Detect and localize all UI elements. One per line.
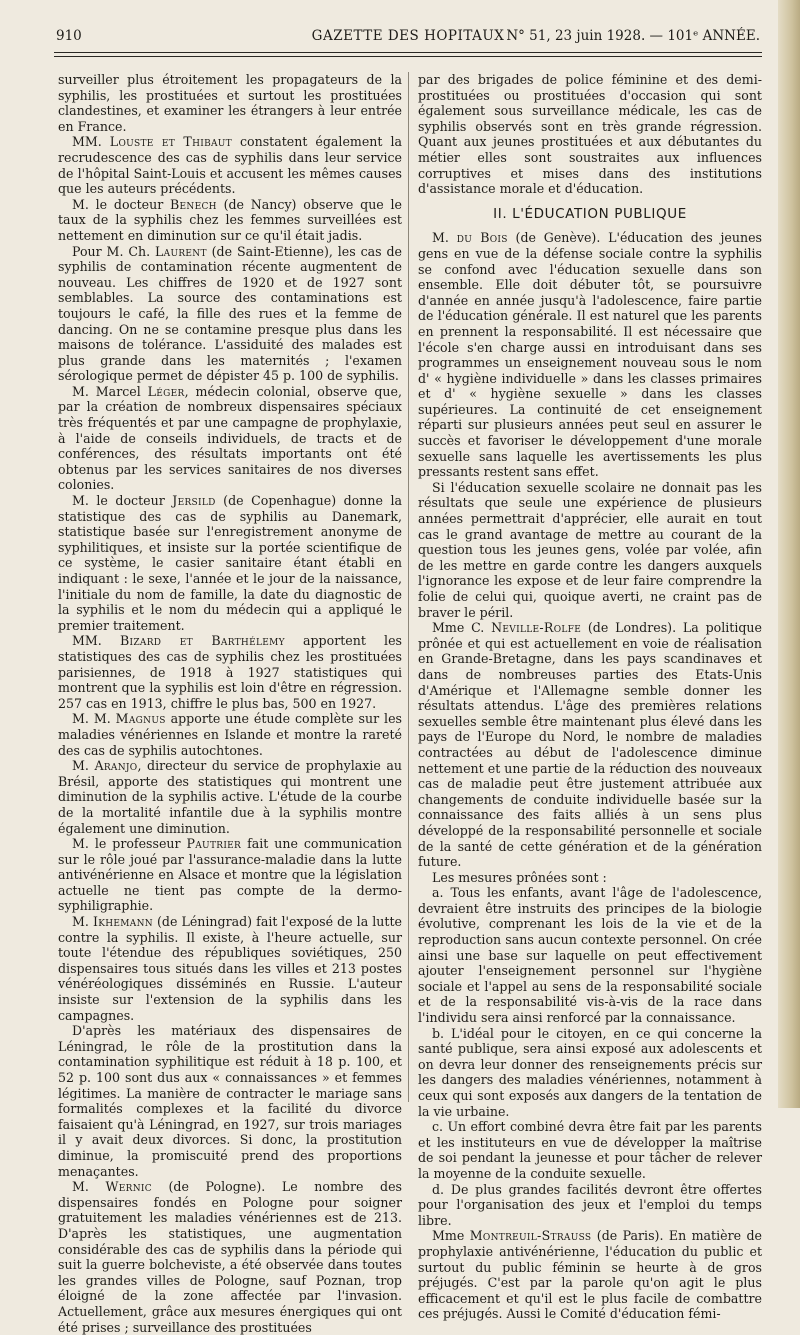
paragraph-text: Tous les enfants, avant l'âge de l'adolescence, devraient être instruits des principes de la biologie évolutive, comprenant les lois de la vie et de la reproduction sans aucun contexte personnel. On crée ainsi une base sur laquelle on peut effectivement ajouter l'enseignement personnel sur l'hygiène sociale et l'appel au sens de la responsabilité sociale et de la responsabilité vis-à-vis de la race dans l'individu sera ainsi renforcé par la connaissance.	[418, 885, 762, 1026]
page-edge-shadow	[778, 0, 800, 1108]
paragraph-prefix: M. Marcel	[72, 383, 148, 399]
paragraph-prefix: a.	[432, 885, 451, 901]
paragraph-prefix: M. le professeur	[72, 836, 187, 852]
column-divider	[408, 72, 409, 1102]
paragraph	[58, 758, 402, 836]
header-rule-top	[54, 52, 762, 53]
page-number: 910	[56, 28, 82, 44]
paragraph-text: surveiller plus étroitement les propagateurs de la syphilis, les prostituées et surtout les prostituées clandestines, et examiner les étrangers à leur entrée en France.	[58, 72, 402, 134]
paragraph	[418, 1119, 762, 1181]
section-heading: II. L'ÉDUCATION PUBLIQUE	[493, 205, 687, 222]
paragraph	[58, 493, 402, 633]
paragraph	[58, 384, 402, 493]
paragraph-text: L'idéal pour le citoyen, en ce qui concerne la santé publique, sera ainsi exposé aux adolescents et on devra leur donner des renseignements précis sur les dangers des maladies vénériennes, notamment à ceux qui sont exposés aux dangers de la tentation de la vie urbaine.	[418, 1025, 763, 1119]
paragraph	[418, 885, 762, 1025]
paragraph-prefix: Pour M. Ch.	[72, 243, 155, 259]
paragraph-text: (de Pologne). Le nombre des dispensaires fondés en Pologne pour soigner gratuitement les maladies vénériennes est de 213. D'après les statistiques, une augmentation considérable des cas de syphilis dans la période qui suit la guerre bolcheviste, a été observée dans toutes les grandes villes de Pologne, sauf Poznan, trop éloigné de la zone affectée par l'invasion. Actuellement, grâce aux mesures énergiques qui ont été prises ; surveillance des prostituées	[58, 1179, 402, 1335]
paragraph-prefix: M.	[72, 914, 93, 930]
paragraph	[58, 244, 402, 384]
author-names: Louste et Thibaut	[109, 134, 232, 150]
paragraph-text: constatent également la recrudescence des cas de syphilis dans leur service de l'hôpital Saint-Louis et accusent les mêmes causes que les auteurs précédents.	[58, 134, 402, 197]
author-names: Montreuil-Strauss	[469, 1228, 592, 1244]
header-rule-bottom	[54, 56, 762, 57]
paragraph	[418, 72, 762, 197]
paragraph-text: (de Paris). En matière de prophylaxie antivénérienne, l'éducation du public et surtout du public féminin se heurte à de gros préjugés. C'est par la parole qu'on agit le plus efficacement et qu'il est le plus facile de combattre ces préjugés. Aussi le Comité d'éducation fémi-	[418, 1228, 763, 1322]
author-names: Jersild	[172, 493, 216, 509]
issue-info: N° 51, 23 juin 1928. — 101ᵉ ANNÉE.	[506, 28, 760, 44]
paragraph-text: Les mesures prônées sont :	[432, 869, 607, 885]
author-names: Ikhemann	[92, 914, 153, 930]
page-header	[56, 28, 760, 50]
paragraph	[58, 1023, 402, 1179]
author-names: Wernic	[105, 1179, 152, 1195]
author-names: du Bois	[456, 230, 508, 246]
paragraph	[58, 72, 402, 134]
paragraph	[418, 1026, 762, 1120]
author-names: Aranjo	[94, 758, 138, 774]
paragraph	[58, 711, 402, 758]
paragraph-prefix: d.	[432, 1181, 451, 1197]
paragraph-prefix: M.	[72, 758, 95, 774]
paragraph	[418, 870, 762, 886]
paragraph	[58, 836, 402, 914]
paragraph	[418, 480, 762, 620]
paragraph-text: (de Saint-Etienne), les cas de syphilis de contamination récente augmentent de nouveau. Les chiffres de 1920 et de 1927 sont semblables. La source des contaminations est toujours le café, la fille des rues et la femme de dancing. On ne se contamine presque plus dans les maisons de tolérance. L'assiduité des malades est plus grande dans les maternités ; l'examen sérologique permet de dépister 45 p. 100 de syphilis.	[58, 243, 403, 384]
paragraph-text: (de Genève). L'éducation des jeunes gens en vue de la défense sociale contre la syphilis se confond avec l'éducation sexuelle dans son ensemble. Elle doit débuter tôt, se poursuivre d'année en année jusqu'à l'adolescence, faire partie de l'éducation générale. Il est naturel que les parents en prennent la responsabilité. Il est nécessaire que l'école s'en charge aussi en introduisant dans ses programmes un enseignement nouveau sous le nom d' « hygiène individuelle » dans les classes primaires et d' « hygiène sexuelle » dans les classes supérieures. La continuité de cet enseignement réparti sur plusieurs années peut seul en assurer le succès et favoriser le développement d'une morale sexuelle sans laquelle les avertissements les plus pressants restent sans effet.	[418, 230, 762, 480]
paragraph-prefix: M.	[432, 230, 457, 246]
paragraph-prefix: MM.	[72, 633, 120, 649]
author-names: Laurent	[154, 243, 207, 259]
paragraph-text: (de Londres). La politique prônée et qui est actuellement en voie de réalisation en Grande-Bretagne, dans les pays scandinaves et dans de nombreuses parties des Etats-Unis d'Amérique et l'Allemagne semble donner les résultats attendus. L'âge des premières relations sexuelles semble être maintenant plus élevé dans les pays de l'Europe du Nord, le nombre de maladies contractées au début de l'adolescence diminue nettement et une partie de la réduction des nouveaux cas de maladie peut être justement attribuée aux changements de conduite individuelle basée sur la connaissance des faits alliés à un sens plus développé de la responsabilité personnelle et sociale de la santé de cette génération et de la génération future.	[418, 620, 762, 870]
paragraph-text: fait une communication sur le rôle joué par l'assurance-maladie dans la lutte antivénérienne en Alsace et montre que la législation actuelle ne tient pas compte de la dermo-syphiligraphie.	[58, 836, 402, 914]
paragraph-prefix: M.	[72, 1179, 106, 1195]
paragraph-text: (de Nancy) observe que le taux de la syphilis chez les femmes surveillées est nettement en diminution sur ce qu'il était jadis.	[58, 196, 402, 243]
journal-title: GAZETTE DES HOPITAUX	[311, 28, 505, 44]
author-names: Magnus	[115, 711, 166, 727]
paragraph	[418, 1228, 762, 1322]
right-column	[418, 72, 763, 1322]
paragraph	[58, 633, 402, 711]
paragraph	[58, 197, 402, 244]
paragraph	[418, 230, 762, 480]
paragraph-text: , médecin colonial, observe que, par la création de nombreux dispensaires spéciaux très fréquentés et par une campagne de prophylaxie, à l'aide de conseils individuels, de tracts et de conférences, des résultats importants ont été obtenus par les services sanitaires de nos diverses colonies.	[58, 383, 402, 493]
paragraph-text: , directeur du service de prophylaxie au Brésil, apporte des statistiques qui montrent une diminution de la syphilis active. L'étude de la courbe de la mortalité infantile due à la syphilis montre également une diminution.	[58, 758, 402, 836]
paragraph-text: D'après les matériaux des dispensaires de Léningrad, le rôle de la prostitution dans la contamination syphilitique est réduit à 18 p. 100, et 52 p. 100 sont dus aux « connaissances » et femmes légitimes. La manière de contracter le mariage sans formalités complexes et la facilité du divorce faisaient qu'à Léningrad, en 1927, sur trois mariages il y avait deux divorces. Si donc, la prostitution diminue, la promiscuité prend des proportions menaçantes.	[58, 1023, 402, 1179]
paragraph-text: apporte une étude complète sur les maladies vénériennes en Islande et montre la rareté des cas de syphilis autochtones.	[58, 711, 402, 758]
paragraph	[58, 134, 402, 196]
paragraph-text: De plus grandes facilités devront être offertes pour l'organisation des jeux et l'emploi du temps libre.	[418, 1181, 762, 1228]
paragraph-text: Si l'éducation sexuelle scolaire ne donnait pas les résultats que seule une expérience de plusieurs années permettrait d'apprécier, elle aurait en tout cas le grand avantage de mettre au courant de la question tous les jeunes gens, volée par volée, afin de les mettre en garde contre les dangers auxquels l'ignorance les expose et de leur faire comprendre la folie de celui qui, quoique averti, ne craint pas de braver le péril.	[418, 479, 762, 620]
paragraph-prefix: M. le docteur	[72, 196, 170, 212]
author-names: Neville-Rolfe	[491, 620, 582, 636]
paragraph-prefix: MM.	[72, 134, 110, 150]
paragraph-text: (de Léningrad) fait l'exposé de la lutte contre la syphilis. Il existe, à l'heure actuelle, sur toute l'étendue des républiques soviétiques, 250 dispensaires tous situés dans les villes et 213 postes vénéréologiques disséminés en Russie. L'auteur insiste sur l'extension de la syphilis dans les campagnes.	[58, 914, 402, 1023]
paragraph-prefix: b.	[432, 1025, 452, 1041]
paragraph-text: (de Copenhague) donne la statistique des cas de syphilis au Danemark, statistique basée sur l'enregistrement anonyme de syphilitiques, et insiste sur la portée scientifique de ce système, le casier sanitaire étant établi en indiquant : le sexe, l'année et le jour de la naissance, l'initiale du nom de famille, la date du diagnostic de la syphilis et le nom du médecin qui a appliqué le premier traitement.	[58, 493, 402, 633]
paragraph	[58, 1179, 402, 1335]
paragraph-text: apportent les statistiques des cas de syphilis chez les prostituées parisiennes, de 1918 à 1927 statistiques qui montrent que la syphilis est loin d'être en régression. 257 cas en 1913, chiffre le plus bas, 500 en 1927.	[58, 633, 402, 711]
paragraph	[418, 1182, 762, 1229]
paragraph-text: par des brigades de police féminine et des demi-prostituées ou prostituées d'occasion qui sont également sous surveillance médicale, les cas de syphilis observés sont en très grande régression. Quant aux jeunes prostituées et aux débutantes du métier elles sont soustraites aux influences corruptives et mises dans des institutions d'assistance morale et d'éducation.	[418, 72, 762, 197]
author-names: Bizard et Barthélemy	[119, 633, 285, 649]
author-names: Léger	[147, 383, 185, 399]
author-names: Pautrier	[186, 836, 242, 852]
paragraph-prefix: Mme C.	[432, 620, 492, 636]
paragraph-prefix: c.	[432, 1119, 448, 1135]
paragraph	[58, 914, 402, 1023]
paragraph-prefix: M. le docteur	[72, 493, 173, 509]
paragraph-prefix: M. M.	[72, 711, 116, 727]
left-column	[58, 72, 403, 1335]
author-names: Benech	[170, 196, 217, 212]
paragraph-prefix: Mme	[432, 1228, 470, 1244]
paragraph-text: Un effort combiné devra être fait par les parents et les instituteurs en vue de développer la maîtrise de soi pendant la jeunesse et pour tâcher de relever la moyenne de la conduite sexuelle.	[418, 1119, 762, 1181]
paragraph	[418, 620, 762, 870]
